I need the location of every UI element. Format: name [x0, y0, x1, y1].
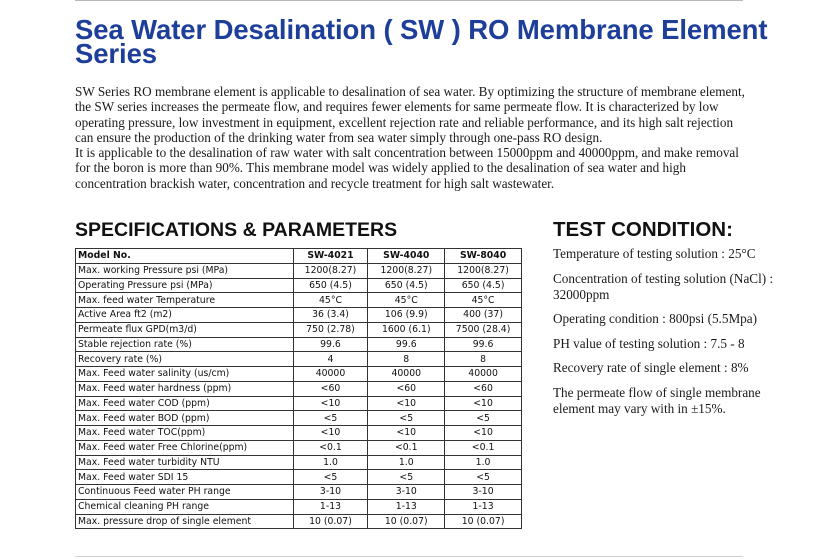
parameter-value: <10: [445, 396, 522, 411]
parameter-value: <5: [368, 470, 445, 485]
parameter-label: Max. Feed water TOC(ppm): [76, 426, 294, 441]
parameter-value: 106 (9.9): [368, 308, 445, 323]
parameter-label: Max. Feed water SDI 15: [76, 470, 294, 485]
parameter-value: 8: [445, 352, 522, 367]
table-row: [76, 440, 522, 455]
parameter-label: Max. Feed water BOD (ppm): [76, 411, 294, 426]
parameter-value: 1200(8.27): [293, 263, 368, 278]
parameter-value: 7500 (28.4): [445, 322, 522, 337]
table-header-row: [76, 249, 522, 264]
parameter-label: Max. Feed water hardness (ppm): [76, 381, 294, 396]
parameter-label: Max. feed water Temperature: [76, 293, 294, 308]
parameter-label: Max. Feed water COD (ppm): [76, 396, 294, 411]
parameter-value: 40000: [368, 367, 445, 382]
table-row: [76, 308, 522, 323]
intro-text: [75, 84, 745, 191]
parameter-value: 1200(8.27): [368, 263, 445, 278]
table-row: [76, 352, 522, 367]
parameter-value: 650 (4.5): [293, 278, 368, 293]
table-row: [76, 396, 522, 411]
table-row: [76, 337, 522, 352]
parameter-value: 1600 (6.1): [368, 322, 445, 337]
parameter-value: <10: [368, 396, 445, 411]
table-row: [76, 470, 522, 485]
intro-paragraph: It is applicable to the desalination of raw water with salt concentration between 15000ppm and 40000ppm, and make removal for the boron is more than 90%. This membrane model was widely applied to the desalination of sea water and high concentration brackish water, concentration and recycle treatment for high salt wastewater.: [75, 145, 739, 191]
parameter-value: 10 (0.07): [445, 514, 522, 529]
test-condition-item: PH value of testing solution : 7.5 - 8: [553, 335, 745, 351]
test-condition-item: Temperature of testing solution : 25°C: [553, 246, 756, 261]
parameter-value: <10: [445, 426, 522, 441]
column-header: SW-4021: [293, 249, 368, 264]
table-row: [76, 485, 522, 500]
parameter-value: 36 (3.4): [293, 308, 368, 323]
parameter-value: 40000: [293, 367, 368, 382]
specs-table-body: [76, 263, 522, 529]
table-row: [76, 381, 522, 396]
column-header: Model No.: [76, 249, 294, 264]
specs-table: [75, 248, 522, 529]
bottom-divider: [75, 556, 743, 557]
table-row: [76, 455, 522, 470]
parameter-value: 650 (4.5): [368, 278, 445, 293]
parameter-value: 99.6: [293, 337, 368, 352]
parameter-value: <60: [445, 381, 522, 396]
parameter-value: 99.6: [445, 337, 522, 352]
table-row: [76, 293, 522, 308]
parameter-value: 4: [293, 352, 368, 367]
table-row: [76, 514, 522, 529]
parameter-value: 45°C: [445, 293, 522, 308]
parameter-value: <5: [293, 411, 368, 426]
parameter-value: <10: [293, 426, 368, 441]
parameter-value: <5: [445, 470, 522, 485]
parameter-value: <5: [445, 411, 522, 426]
parameter-value: <0.1: [293, 440, 368, 455]
parameter-value: 3-10: [293, 485, 368, 500]
parameter-label: Max. pressure drop of single element: [76, 514, 294, 529]
parameter-label: Max. working Pressure psi (MPa): [76, 263, 294, 278]
parameter-value: 45°C: [368, 293, 445, 308]
parameter-value: <5: [293, 470, 368, 485]
parameter-value: 99.6: [368, 337, 445, 352]
parameter-value: 650 (4.5): [445, 278, 522, 293]
test-condition-item: Operating condition : 800psi (5.5Mpa): [553, 311, 758, 326]
parameter-value: 40000: [445, 367, 522, 382]
parameter-value: <60: [293, 381, 368, 396]
parameter-value: 1.0: [293, 455, 368, 470]
parameter-value: 10 (0.07): [368, 514, 445, 529]
parameter-value: 3-10: [445, 485, 522, 500]
page-title: Sea Water Desalination ( SW ) RO Membrane Element Series: [75, 14, 768, 69]
parameter-value: 400 (37): [445, 308, 522, 323]
parameter-label: Recovery rate (%): [76, 352, 294, 367]
parameter-label: Chemical cleaning PH range: [76, 499, 294, 514]
parameter-label: Max. Feed water turbidity NTU: [76, 455, 294, 470]
parameter-label: Continuous Feed water PH range: [76, 485, 294, 500]
parameter-value: 1-13: [368, 499, 445, 514]
parameter-value: <5: [368, 411, 445, 426]
parameter-value: <10: [368, 426, 445, 441]
table-row: [76, 322, 522, 337]
test-condition-list: [553, 246, 775, 425]
parameter-label: Stable rejection rate (%): [76, 337, 294, 352]
parameter-label: Operating Pressure psi (MPa): [76, 278, 294, 293]
test-condition-item: Recovery rate of single element : 8%: [553, 360, 749, 375]
table-row: [76, 426, 522, 441]
parameter-value: 10 (0.07): [293, 514, 368, 529]
parameter-value: 1.0: [445, 455, 522, 470]
column-header: SW-8040: [445, 249, 522, 264]
parameter-value: 750 (2.78): [293, 322, 368, 337]
parameter-value: <10: [293, 396, 368, 411]
parameter-value: 1.0: [368, 455, 445, 470]
parameter-value: <0.1: [445, 440, 522, 455]
parameter-value: 3-10: [368, 485, 445, 500]
test-condition-item: Concentration of testing solution (NaCl) : 32000ppm: [553, 270, 774, 302]
test-condition-item: The permeate flow of single membrane element may vary with in ±15%.: [553, 384, 761, 416]
parameter-label: Permeate flux GPD(m3/d): [76, 322, 294, 337]
parameter-label: Active Area ft2 (m2): [76, 308, 294, 323]
parameter-value: 1-13: [293, 499, 368, 514]
parameter-label: Max. Feed water salinity (us/cm): [76, 367, 294, 382]
parameter-value: 1200(8.27): [445, 263, 522, 278]
table-row: [76, 499, 522, 514]
parameter-value: 8: [368, 352, 445, 367]
intro-paragraph: SW Series RO membrane element is applicable to desalination of sea water. By optimizing the structure of membrane element, the SW series increases the permeate flow, and requires fewer elements for same permeate flow. It is characterized by low operating pressure, low investment in equipment, excellent rejection rate and reliable performance, and its high salt rejection can ensure the production of the drinking water from sea water simply through one-pass RO design.: [75, 84, 745, 145]
specs-heading: SPECIFICATIONS & PARAMETERS: [75, 219, 398, 241]
column-header: SW-4040: [368, 249, 445, 264]
table-row: [76, 263, 522, 278]
parameter-label: Max. Feed water Free Chlorine(ppm): [76, 440, 294, 455]
table-row: [76, 367, 522, 382]
parameter-value: 45°C: [293, 293, 368, 308]
parameter-value: <60: [368, 381, 445, 396]
table-row: [76, 411, 522, 426]
table-row: [76, 278, 522, 293]
top-divider: [75, 0, 743, 1]
test-condition-heading: TEST CONDITION:: [553, 218, 733, 241]
parameter-value: 1-13: [445, 499, 522, 514]
parameter-value: <0.1: [368, 440, 445, 455]
